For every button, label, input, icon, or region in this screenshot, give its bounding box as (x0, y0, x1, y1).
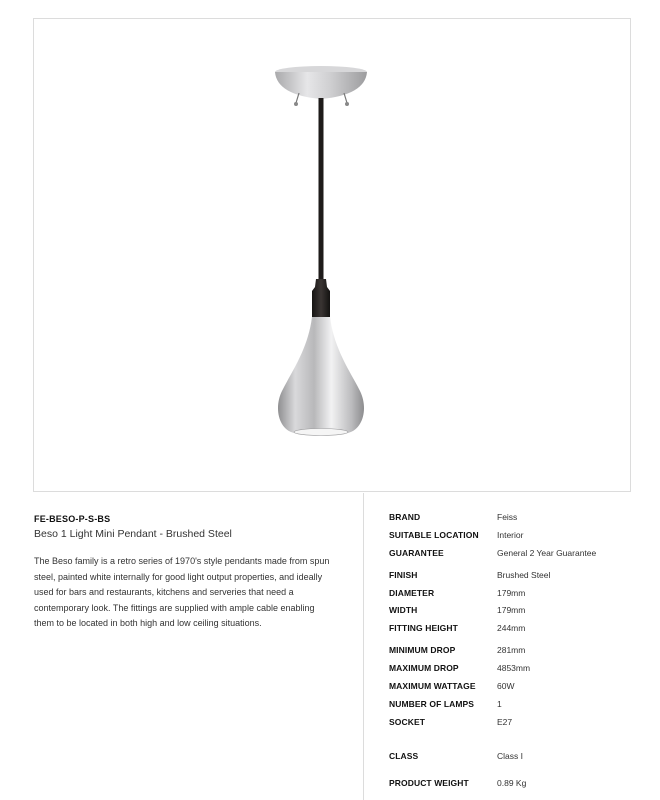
spec-value-number-of-lamps: 1 (497, 699, 502, 709)
spec-value-maximum-drop: 4853mm (497, 663, 531, 673)
spec-value-product-weight: 0.89 Kg (497, 778, 527, 788)
product-description: The Beso family is a retro series of 1970's style pendants made from spun steel, painted white internally for good light output properties, and ideally used for bars and restaurants, kitchens and serveries that need a contemporary look. The fittings are supplied with ample cable enabling them to be located in both high and low ceiling situations. (34, 556, 330, 628)
shade-opening (294, 429, 348, 436)
spec-label-socket: SOCKET (389, 717, 426, 727)
lamp-shade (278, 317, 364, 433)
spec-value-maximum-wattage: 60W (497, 681, 515, 691)
spec-label-maximum-wattage: MAXIMUM WATTAGE (389, 681, 476, 691)
pendant-lamp-image (34, 19, 632, 493)
spec-label-product-weight: PRODUCT WEIGHT (389, 778, 469, 788)
product-title: Beso 1 Light Mini Pendant - Brushed Steel (34, 528, 232, 540)
spec-value-class: Class I (497, 751, 523, 761)
spec-label-suitable-location: SUITABLE LOCATION (389, 530, 479, 540)
product-info (34, 514, 334, 632)
spec-label-guarantee: GUARANTEE (389, 548, 444, 558)
spec-value-guarantee: General 2 Year Guarantee (497, 548, 597, 558)
spec-value-brand: Feiss (497, 512, 518, 522)
spec-label-width: WIDTH (389, 605, 418, 615)
spec-value-minimum-drop: 281mm (497, 645, 526, 655)
spec-value-socket: E27 (497, 717, 513, 727)
spec-label-class: CLASS (389, 751, 419, 761)
spec-value-width: 179mm (497, 605, 526, 615)
spec-label-fitting-height: FITTING HEIGHT (389, 623, 458, 633)
screw-icon (294, 102, 298, 106)
screw-icon (345, 102, 349, 106)
spec-value-finish: Brushed Steel (497, 570, 551, 580)
spec-label-minimum-drop: MINIMUM DROP (389, 645, 456, 655)
ceiling-canopy (275, 72, 367, 99)
product-sku: FE-BESO-P-S-BS (34, 514, 111, 524)
column-divider (363, 493, 364, 800)
product-image-frame (33, 18, 631, 492)
spec-value-fitting-height: 244mm (497, 623, 526, 633)
spec-label-brand: BRAND (389, 512, 421, 522)
spec-value-suitable-location: Interior (497, 530, 524, 540)
spec-label-finish: FINISH (389, 570, 418, 580)
spec-label-number-of-lamps: NUMBER OF LAMPS (389, 699, 475, 709)
spec-label-diameter: DIAMETER (389, 588, 435, 598)
spec-value-diameter: 179mm (497, 588, 526, 598)
pendant-cable (319, 98, 324, 280)
lamp-collar (312, 279, 330, 319)
spec-label-maximum-drop: MAXIMUM DROP (389, 663, 459, 673)
